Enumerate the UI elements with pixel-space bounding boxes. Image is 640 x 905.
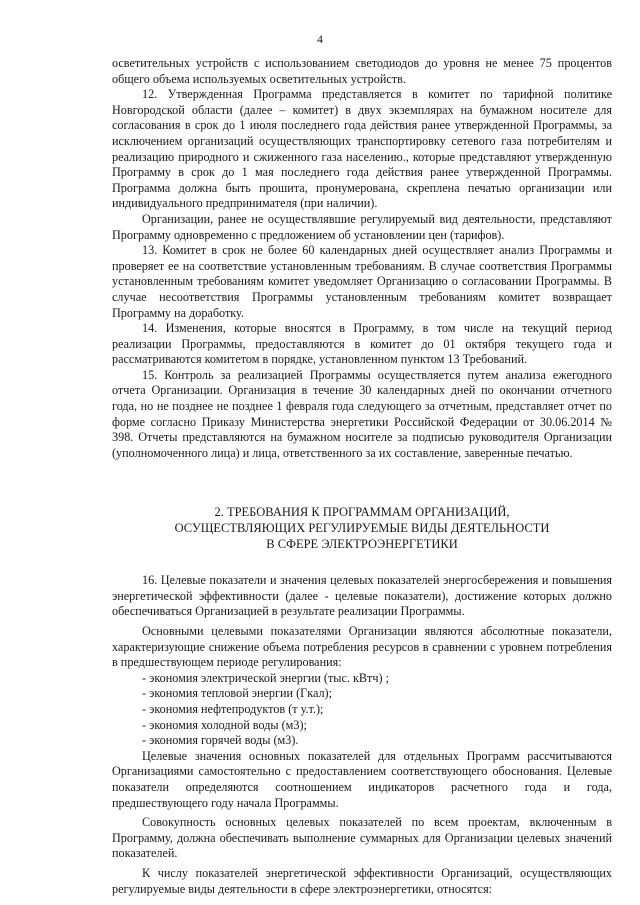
paragraph-continuation: осветительных устройств с использованием светодиодов до уровня не менее 75 процентов общего объема используемых осветительных устройств.: [112, 56, 612, 86]
paragraph-item-14: 14. Изменения, которые вносятся в Программу, в том числе на текущий период реализации Программы, предоставляются в комитет до 01 октября текущего года и рассматриваются комитетом в порядке, установленном пунктом 13 Требований.: [112, 321, 612, 367]
list-item: - экономия нефтепродуктов (т у.т.);: [142, 701, 324, 716]
paragraph-efficiency-indicators: К числу показателей энергетической эффективности Организаций, осуществляющих регулируемые виды деятельности в сфере электроэнергетики, относятся:: [112, 865, 612, 896]
paragraph-target-values: Целевые значения основных показателей для отдельных Программ рассчитываются Организациями самостоятельно с предоставлением соответствующего обоснования. Целевые показатели определяются соотношением индикаторов расчетного года и года, предшествующего году начала Программы.: [112, 748, 612, 810]
list-item: - экономия тепловой энергии (Гкал);: [142, 686, 333, 701]
section-heading-line-1: 2. ТРЕБОВАНИЯ К ПРОГРАММАМ ОРГАНИЗАЦИЙ,: [214, 505, 510, 520]
target-indicator-list: [112, 671, 612, 749]
paragraph-total-targets: Совокупность основных целевых показателей по всем проектам, включенным в Программу, должна обеспечивать выполнение суммарных для Организации целевых значений показателей.: [112, 815, 612, 861]
document-body: [112, 56, 612, 897]
paragraph-item-16: 16. Целевые показатели и значения целевых показателей энергосбережения и повышения энергетической эффективности (далее - целевые показатели), достижение которых должно обеспечиваться Организацией в результате реализации Программы.: [112, 573, 612, 619]
section-heading-line-3: В СФЕРЕ ЭЛЕКТРОЭНЕРГЕТИКИ: [266, 536, 458, 551]
list-item: - экономия электрической энергии (тыс. кВтч) ;: [142, 670, 389, 685]
paragraph-item-13: 13. Комитет в срок не более 60 календарных дней осуществляет анализ Программы и проверяет ее на соответствие установленным требованиям. В случае соответствия Программы установленным требованиям комитет уведомляет Организацию о согласовании Программы. В случае несоответствия Программы установленным требованиям комитет возвращает Программу на доработку.: [112, 243, 612, 320]
list-item: - экономия холодной воды (м3);: [142, 717, 307, 732]
paragraph-basic-targets: Основными целевыми показателями Организации являются абсолютные показатели, характеризующие снижение объема потребления ресурсов в сравнении с уровнем потребления в предшествующем периоде регулирования:: [112, 624, 612, 670]
page-number: 4: [317, 32, 323, 46]
section-heading-line-2: ОСУЩЕСТВЛЯЮЩИХ РЕГУЛИРУЕМЫЕ ВИДЫ ДЕЯТЕЛЬНОСТИ: [174, 521, 550, 536]
paragraph-new-organizations: Организации, ранее не осуществлявшие регулируемый вид деятельности, представляют Программу одновременно с предложением об установлении цен (тарифов).: [112, 211, 612, 242]
section-heading: [112, 505, 612, 552]
paragraph-item-15: 15. Контроль за реализацией Программы осуществляется путем анализа ежегодного отчета Организации. Организация в течение 30 календарных дней по окончании отчетного года, но не позднее не позднее 1 февраля года следующего за отчетным, представляет отчет по форме согласно Приказу Министерства энергетики Российской Федерации от 30.06.2014 № 398. Отчеты представляются на бумажном носителе за подписью руководителя Организации (уполномоченного лица) и лица, ответственного за их составление, заверенные печатью.: [112, 367, 612, 460]
list-item: - экономия горячей воды (м3).: [142, 733, 299, 748]
paragraph-item-12: 12. Утвержденная Программа представляется в комитет по тарифной политике Новгородской области (далее – комитет) в двух экземплярах на бумажном носителе для согласования в срок до 1 июля последнего года действия ранее утвержденной Программы, за исключением организаций осуществляющих транспортировку сетевого газа потребителям и реализацию природного и сжиженного газа населению., которые представляют утвержденную Программу в срок до 1 мая последнего года действия ранее утвержденной Программы. Программа должна быть прошита, пронумерована, скреплена печатью организации или индивидуального предпринимателя (при наличии).: [112, 87, 612, 211]
